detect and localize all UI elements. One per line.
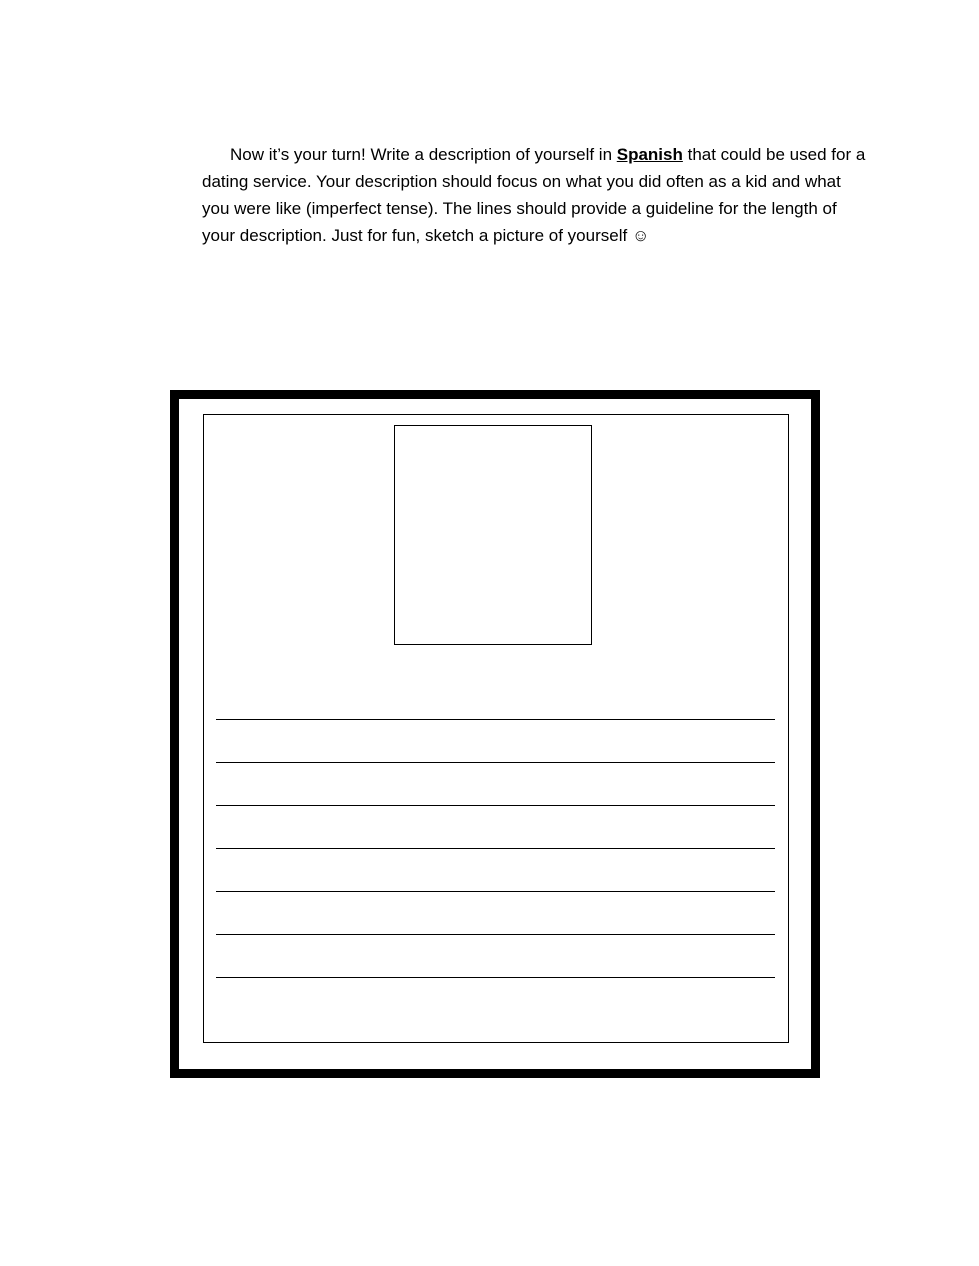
instructions-paragraph — [202, 141, 870, 249]
writing-line[interactable] — [216, 848, 775, 849]
instructions-text-part1: Now it’s your turn! Write a description of yourself in — [230, 145, 617, 164]
writing-line[interactable] — [216, 805, 775, 806]
self-portrait-sketch-box[interactable] — [394, 425, 592, 645]
writing-line[interactable] — [216, 977, 775, 978]
writing-line[interactable] — [216, 719, 775, 720]
instructions-emphasis-spanish: Spanish — [616, 145, 683, 164]
writing-line[interactable] — [216, 934, 775, 935]
instructions-text-part2: that could be used for a dating service. Your description should focus on what you did often as a kid and what you were like (imperfect tense). The lines should provide a guideline for the length of your description. Just for fun, sketch a picture of yourself — [202, 145, 866, 245]
writing-line[interactable] — [216, 762, 775, 763]
writing-line[interactable] — [216, 891, 775, 892]
smiley-face-icon: ☺ — [631, 226, 650, 245]
